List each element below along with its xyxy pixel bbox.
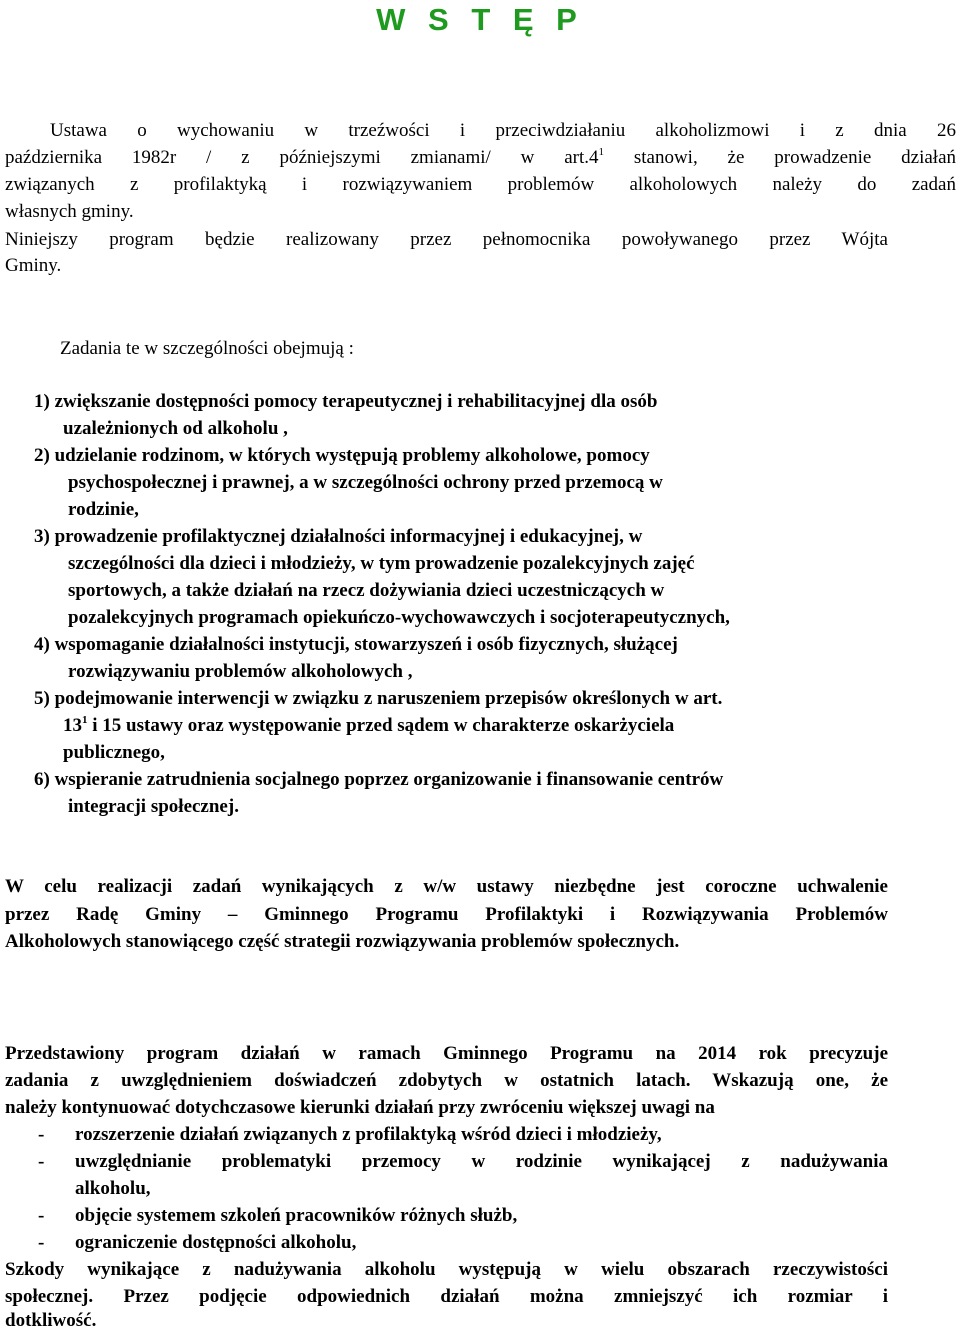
- bullet-3: objęcie systemem szkoleń pracowników różnych służb,: [75, 1205, 518, 1226]
- intro-line-5: Niniejszy program będzie realizowany przez pełnomocnika powoływanego przez Wójta: [5, 229, 888, 250]
- para2-line-6: dotkliwość.: [5, 1310, 97, 1331]
- bullet-1: rozszerzenie działań związanych z profilaktyką wśród dzieci i młodzieży,: [75, 1124, 662, 1145]
- task-4-line-2: rozwiązywaniu problemów alkoholowych ,: [68, 661, 413, 682]
- bullet-dash-4: -: [38, 1232, 45, 1253]
- task-2-line-3: rodzinie,: [68, 499, 139, 520]
- task-5-line-1: 5) podejmowanie interwencji w związku z naruszeniem przepisów określonych w art.: [34, 688, 723, 709]
- task-3-line-1: 3) prowadzenie profilaktycznej działalności informacyjnej i edukacyjnej, w: [34, 526, 643, 547]
- para1-line-2: przez Radę Gminy – Gminnego Programu Profilaktyki i Rozwiązywania Problemów: [5, 904, 888, 925]
- intro-line-2: [5, 145, 956, 171]
- task-1-line-1: 1) zwiększanie dostępności pomocy terapeutycznej i rehabilitacyjnej dla osób: [34, 391, 658, 412]
- tasks-heading: Zadania te w szczególności obejmują :: [60, 338, 354, 359]
- task-6-line-1: 6) wspieranie zatrudnienia socjalnego poprzez organizowanie i finansowanie centrów: [34, 769, 724, 790]
- para1-line-3: Alkoholowych stanowiącego część strategii rozwiązywania problemów społecznych.: [5, 931, 680, 952]
- intro-line-2-superscript: 1: [598, 146, 604, 158]
- bullet-dash-3: -: [38, 1205, 45, 1226]
- bullet-4: ograniczenie dostępności alkoholu,: [75, 1232, 357, 1253]
- intro-line-6: Gminy.: [5, 255, 62, 276]
- task-2-line-2: psychospołecznej i prawnej, a w szczególności ochrony przed przemocą w: [68, 472, 663, 493]
- intro-line-3: związanych z profilaktyką i rozwiązywaniem problemów alkoholowych należy do zadań: [5, 174, 956, 195]
- bullet-2-line-1: uwzględnianie problematyki przemocy w rodzinie wynikającej z nadużywania: [75, 1151, 888, 1172]
- para1-line-1: W celu realizacji zadań wynikających z w/w ustawy niezbędne jest coroczne uchwalenie: [5, 876, 888, 897]
- para2-line-4: Szkody wynikające z nadużywania alkoholu występują w wielu obszarach rzeczywistości: [5, 1259, 888, 1280]
- task-2-line-1: 2) udzielanie rodzinom, w których występują problemy alkoholowe, pomocy: [34, 445, 650, 466]
- bullet-dash-2: -: [38, 1151, 45, 1172]
- page-title: W S T Ę P: [376, 2, 584, 37]
- task-3-line-2: szczególności dla dzieci i młodzieży, w tym prowadzenie pozalekcyjnych zajęć: [68, 553, 695, 574]
- intro-line-2a: października 1982r / z późniejszymi zmianami/ w art.4: [5, 147, 599, 168]
- intro-line-1: Ustawa o wychowaniu w trzeźwości i przeciwdziałaniu alkoholizmowi i z dnia 26: [50, 120, 956, 141]
- para2-line-3: należy kontynuować dotychczasowe kierunki działań przy zwróceniu większej uwagi na: [5, 1097, 715, 1118]
- task-5-line-2: [63, 713, 674, 739]
- task-5-article: 13: [63, 715, 82, 736]
- para2-line-2: zadania z uwzględnieniem doświadczeń zdobytych w ostatnich latach. Wskazują one, że: [5, 1070, 888, 1091]
- bullet-dash-1: -: [38, 1124, 45, 1145]
- para2-line-1: Przedstawiony program działań w ramach Gminnego Programu na 2014 rok precyzuje: [5, 1043, 888, 1064]
- task-6-line-2: integracji społecznej.: [68, 796, 239, 817]
- intro-line-2b: stanowi, że prowadzenie działań: [604, 147, 957, 168]
- task-1-line-2: uzależnionych od alkoholu ,: [63, 418, 288, 439]
- task-5-line-3: publicznego,: [63, 742, 165, 763]
- task-3-line-4: pozalekcyjnych programach opiekuńczo-wychowawczych i socjoterapeutycznych,: [68, 607, 730, 628]
- task-4-line-1: 4) wspomaganie działalności instytucji, stowarzyszeń i osób fizycznych, służącej: [34, 634, 678, 655]
- task-3-line-3: sportowych, a także działań na rzecz dożywiania dzieci uczestniczących w: [68, 580, 665, 601]
- bullet-2-line-2: alkoholu,: [75, 1178, 151, 1199]
- intro-line-4: własnych gminy.: [5, 201, 134, 222]
- para2-line-5: społecznej. Przez podjęcie odpowiednich działań można zmniejszyć ich rozmiar i: [5, 1286, 888, 1307]
- task-5-line-2-rest: i 15 ustawy oraz występowanie przed sądem w charakterze oskarżyciela: [87, 715, 675, 736]
- task-5-superscript: 1: [82, 714, 88, 726]
